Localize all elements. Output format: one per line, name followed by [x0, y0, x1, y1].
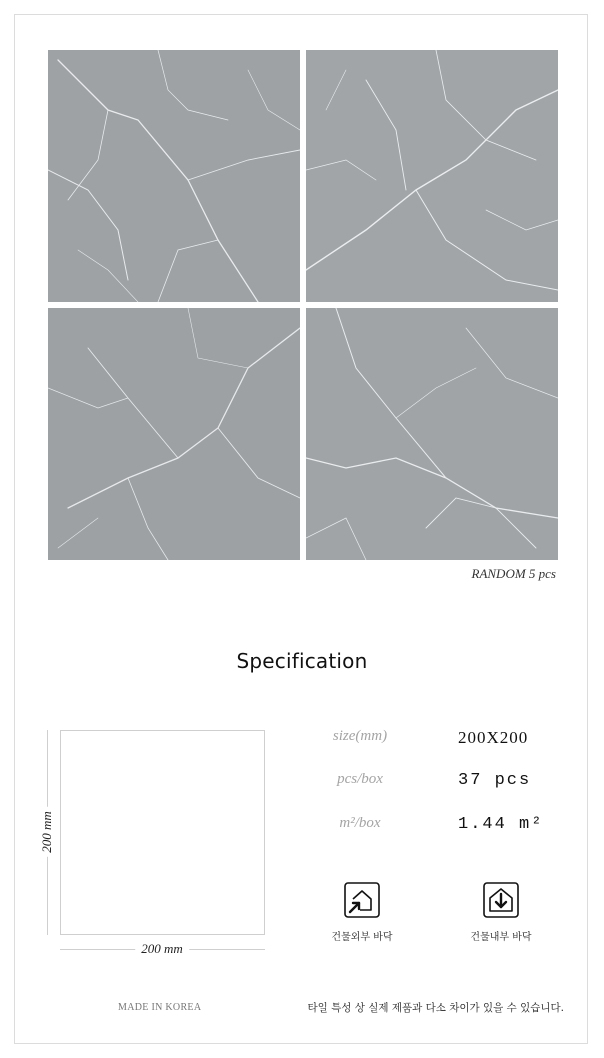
marble-tile-1 [48, 50, 300, 302]
marble-tile-3 [48, 308, 300, 560]
marble-tile-2 [306, 50, 558, 302]
spec-row-size [300, 728, 570, 752]
tile-preview-grid [48, 50, 558, 560]
interior-floor-icon [483, 882, 519, 918]
usage-interior-floor [446, 882, 556, 943]
spec-label: pcs/box [337, 771, 383, 787]
usage-label: 건물내부 바닥 [470, 932, 532, 943]
spec-row-area [300, 815, 570, 839]
exterior-floor-icon [344, 882, 380, 918]
made-in-label: MADE IN KOREA [118, 1002, 202, 1013]
spec-value: 1.44 m² [458, 815, 544, 834]
disclaimer-note: 타일 특성 상 실제 제품과 다소 차이가 있을 수 있습니다. [307, 1002, 564, 1014]
usage-exterior-floor [307, 882, 417, 943]
spec-label: size(mm) [332, 728, 388, 744]
spec-value: 200X200 [458, 728, 529, 747]
usage-label: 건물외부 바닥 [331, 932, 393, 943]
marble-tile-4 [306, 308, 558, 560]
width-dimension-label: 200 mm [135, 941, 189, 957]
height-dimension-label: 200 mm [39, 807, 55, 857]
spec-row-pcs [300, 771, 570, 795]
spec-label: m²/box [339, 815, 381, 831]
tile-dimension-diagram [60, 730, 265, 935]
section-title: Specification [236, 649, 368, 673]
spec-value: 37 pcs [458, 771, 532, 790]
tiles-caption: RANDOM 5 pcs [471, 566, 556, 581]
